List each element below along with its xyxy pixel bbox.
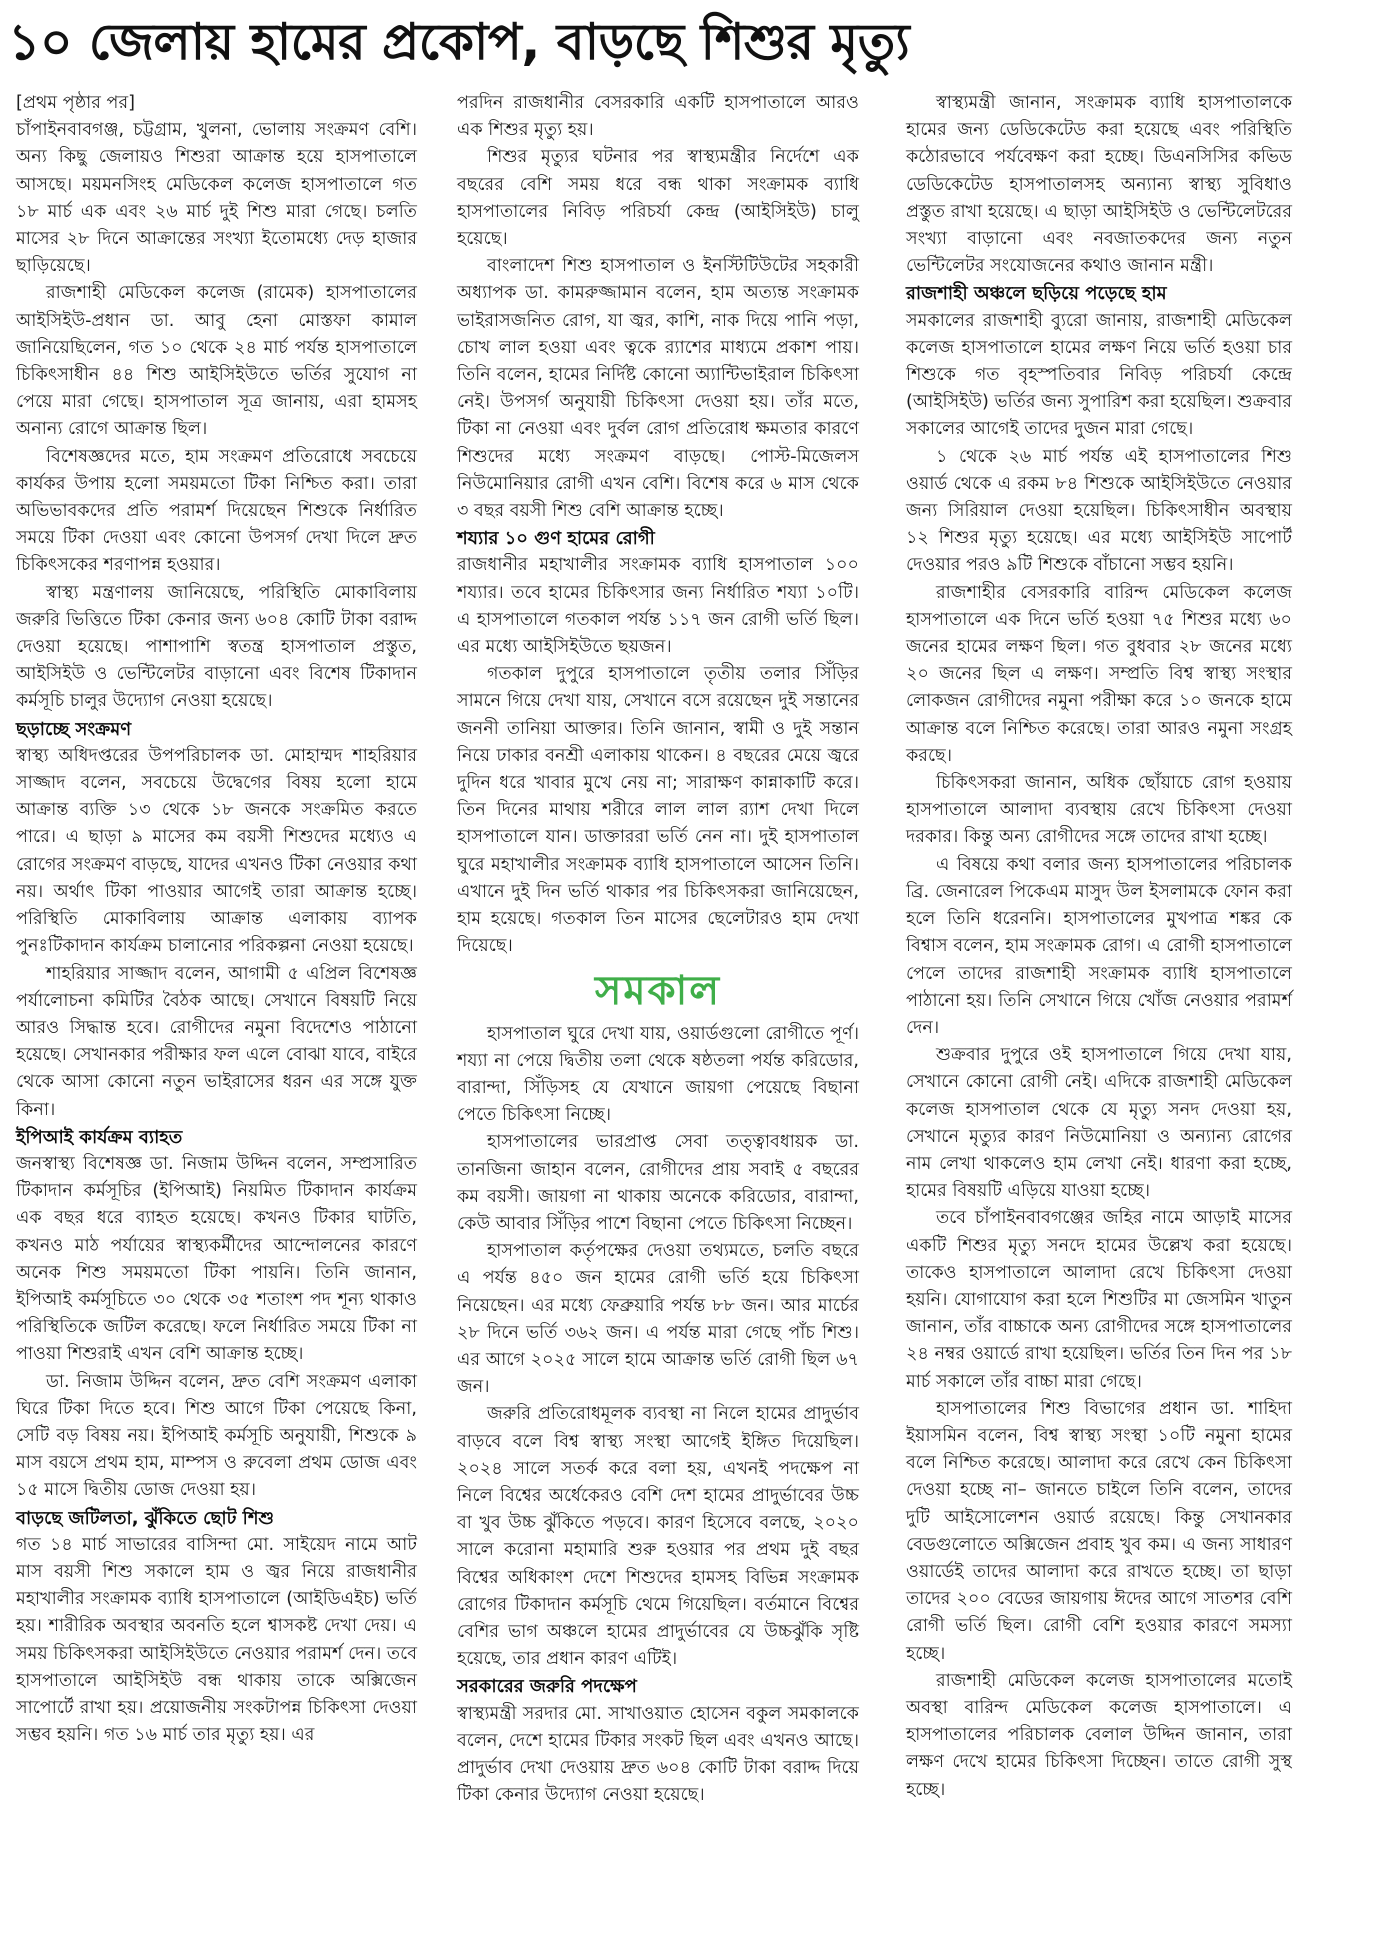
paragraph: রাজশাহী মেডিকেল কলেজ হাসপাতালের মতোই অবস্থা বারিন্দ মেডিকেল কলেজ হাসপাতালে। এ হাসপাতালের পরিচালক বেলাল উদ্দিন জানান, তারা লক্ষণ দেখে হামের চিকিৎসা দিচ্ছেন। তাতে রোগী সুস্থ হচ্ছে। <box>906 1670 1292 1800</box>
paragraph: হাসপাতাল কর্তৃপক্ষের দেওয়া তথ্যমতে, চলতি বছরে এ পর্যন্ত ৪৫০ জন হামের রোগী ভর্তি হয়ে চিকিৎসা নিয়েছেন। এর মধ্যে ফেব্রুয়ারি পর্যন্ত ৮৮ জন। আর মার্চের ২৮ দিনে ভর্তি ৩৬২ জন। এ পর্যন্ত মারা গেছে পাঁচ শিশু। এর আগে ২০২৫ সালে হামে আক্রান্ত ভর্তি রোগী ছিল ৬৭ জন। <box>457 1241 859 1398</box>
newspaper-watermark: সমকাল <box>594 967 722 1014</box>
paragraph: গতকাল দুপুরে হাসপাতালে তৃতীয় তলার সিঁড়ির সামনে গিয়ে দেখা যায়, সেখানে বসে রয়েছেন দুই সন্তানের জননী তানিয়া আক্তার। তিনি জানান, স্বামী ও দুই সন্তান নিয়ে ঢাকার বনশ্রী এলাকায় থাকেন। ৪ বছরের মেয়ে জ্বরে দুদিন ধরে খাবার মুখে নেয় না; সারাক্ষণ কান্নাকাটি করে। তিন দিনের মাথায় শরীরে লাল লাল র‍্যাশ দেখা দিলে হাসপাতালে যান। ডাক্তাররা ভর্তি নেন না। দুই হাসপাতাল ঘুরে মহাখালীর সংক্রামক ব্যাধি হাসপাতালে আসেন তিনি। এখানে দুই দিন ভর্তি থাকার পর চিকিৎসকরা জানিয়েছেন, হাম হয়েছে। গতকাল তিন মাসের ছেলেটারও হাম দেখা দিয়েছে। <box>457 664 859 957</box>
paragraph: তবে চাঁপাইনবাবগঞ্জের জহির নামে আড়াই মাসের একটি শিশুর মৃত্যু সনদে হামের উল্লেখ করা হয়েছে। তাকেও হাসপাতালে আলাদা রেখে চিকিৎসা দেওয়া হয়নি। যোগাযোগ করা হলে শিশুটির মা জেসমিন খাতুন জানান, তাঁর বাচ্চাকে অন্য রোগীদের সঙ্গে হাসপাতালের ২৪ নম্বর ওয়ার্ডে রাখা হয়েছিল। ভর্তির তিন দিন পর ১৮ মার্চ সকালে তাঁর বাচ্চা মারা গেছে। <box>906 1208 1292 1392</box>
section-subheading: শয্যার ১০ গুণ হামের রোগী <box>457 528 655 550</box>
continuation-note: [প্রথম পৃষ্ঠার পর] <box>16 93 136 113</box>
section-subheading: ছড়াচ্ছে সংক্রমণ <box>16 718 132 740</box>
paragraph: জনস্বাস্থ্য বিশেষজ্ঞ ডা. নিজাম উদ্দিন বলেন, সম্প্রসারিত টিকাদান কর্মসূচির (ইপিআই) নিয়মিত টিকাদান কার্যক্রম এক বছর ধরে ব্যাহত হয়েছে। কখনও টিকার ঘাটতি, কখনও মাঠ পর্যায়ের স্বাস্থ্যকর্মীদের আন্দোলনের কারণে অনেক শিশু সময়মতো টিকা পায়নি। তিনি জানান, ইপিআই কর্মসূচিতে ৩০ থেকে ৩৫ শতাংশ পদ শূন্য থাকাও পরিস্থিতিকে জটিল করেছে। ফলে নির্ধারিত সময়ে টিকা না পাওয়া শিশুরাই এখন বেশি আক্রান্ত হচ্ছে। <box>16 1153 417 1365</box>
section-subheading: বাড়ছে জটিলতা, ঝুঁকিতে ছোট শিশু <box>16 1507 274 1529</box>
section-subheading: সরকারের জরুরি পদক্ষেপ <box>457 1676 637 1698</box>
paragraph: হাসপাতাল ঘুরে দেখা যায়, ওয়ার্ডগুলো রোগীতে পূর্ণ। শয্যা না পেয়ে দ্বিতীয় তলা থেকে ষষ্ঠতলা পর্যন্ত করিডোর, বারান্দা, সিঁড়িসহ যে যেখানে জায়গা পেয়েছে বিছানা পেতে চিকিৎসা নিচ্ছে। <box>457 1023 859 1126</box>
article-column-3 <box>906 90 1292 1804</box>
paragraph: হাসপাতালের ভারপ্রাপ্ত সেবা তত্ত্বাবধায়ক ডা. তানজিনা জাহান বলেন, রোগীদের প্রায় সবাই ৫ বছরের কম বয়সী। জায়গা না থাকায় অনেকে করিডোর, বারান্দা, কেউ আবার সিঁড়ির পাশে বিছানা পেতে চিকিৎসা নিচ্ছেন। <box>457 1132 859 1234</box>
paragraph: হাসপাতালের শিশু বিভাগের প্রধান ডা. শাহিদা ইয়াসমিন বলেন, বিশ্ব স্বাস্থ্য সংস্থা ১০টি নমুনা হামের বলে নিশ্চিত করেছে। আলাদা করে রেখে কেন চিকিৎসা দেওয়া হচ্ছে না– জানতে চাইলে তিনি বলেন, তাদের দুটি আইসোলেশন ওয়ার্ড রয়েছে। কিন্তু সেখানকার বেডগুলোতে অক্সিজেন প্রবাহ খুব কম। এ জন্য সাধারণ ওয়ার্ডেই তাদের আলাদা করে রাখতে হচ্ছে। তা ছাড়া তাদের ২০০ বেডের জায়গায় ঈদের আগে সাতশর বেশি রোগী ভর্তি ছিল। রোগী বেশি হওয়ার কারণে সমস্যা হচ্ছে। <box>906 1398 1292 1664</box>
paragraph: চাঁপাইনবাবগঞ্জ, চট্টগ্রাম, খুলনা, ভোলায় সংক্রমণ বেশি। অন্য কিছু জেলায়ও শিশুরা আক্রান্ত হয়ে হাসপাতালে আসছে। ময়মনসিংহ মেডিকেল কলেজ হাসপাতালে গত ১৮ মার্চ এক এবং ২৬ মার্চ দুই শিশু মারা গেছে। চলতি মাসের ২৮ দিনে আক্রান্তের সংখ্যা ইতোমধ্যে দেড় হাজার ছাড়িয়েছে। <box>16 120 417 277</box>
paragraph: স্বাস্থ্য মন্ত্রণালয় জানিয়েছে, পরিস্থিতি মোকাবিলায় জরুরি ভিত্তিতে টিকা কেনার জন্য ৬০৪ কোটি টাকা বরাদ্দ দেওয়া হয়েছে। পাশাপাশি স্বতন্ত্র হাসপাতাল প্রস্তুত, আইসিইউ ও ভেন্টিলেটর বাড়ানো এবং বিশেষ টিকাদান কর্মসূচি চালুর উদ্যোগ নেওয়া হয়েছে। <box>16 582 417 712</box>
paragraph: সমকালের রাজশাহী ব্যুরো জানায়, রাজশাহী মেডিকেল কলেজ হাসপাতালে হামের লক্ষণ নিয়ে ভর্তি হওয়া চার শিশুকে গত বৃহস্পতিবার নিবিড় পরিচর্যা কেন্দ্রে (আইসিইউ) ভর্তির জন্য সুপারিশ করা হয়েছিল। শুক্রবার সকালের আগেই তাদের দুজন মারা গেছে। <box>906 310 1292 440</box>
paragraph: স্বাস্থ্যমন্ত্রী জানান, সংক্রামক ব্যাধি হাসপাতালকে হামের জন্য ডেডিকেটেড করা হয়েছে এবং পরিস্থিতি কঠোরভাবে পর্যবেক্ষণ করা হচ্ছে। ডিএনসিসির কভিড ডেডিকেটেড হাসপাতালসহ অন্যান্য স্বাস্থ্য সুবিধাও প্রস্তুত রাখা হয়েছে। এ ছাড়া আইসিইউ ও ভেন্টিলেটরের সংখ্যা বাড়ানো এবং নবজাতকদের জন্য নতুন ভেন্টিলেটর সংযোজনের কথাও জানান মন্ত্রী। <box>906 93 1292 277</box>
article-headline: ১০ জেলায় হামের প্রকোপ, বাড়ছে শিশুর মৃত্যু <box>8 13 910 71</box>
paragraph: ডা. নিজাম উদ্দিন বলেন, দ্রুত বেশি সংক্রমণ এলাকা ঘিরে টিকা দিতে হবে। শিশু আগে টিকা পেয়েছে কিনা, সেটি বড় বিষয় নয়। ইপিআই কর্মসূচি অনুযায়ী, শিশুকে ৯ মাস বয়সে প্রথম হাম, মাম্পস ও রুবেলা প্রথম ডোজ এবং ১৫ মাসে দ্বিতীয় ডোজ দেওয়া হয়। <box>16 1371 417 1501</box>
paragraph-continued: পরদিন রাজধানীর বেসরকারি একটি হাসপাতালে আরও এক শিশুর মৃত্যু হয়। <box>457 93 859 141</box>
paragraph: রাজশাহী মেডিকেল কলেজ (রামেক) হাসপাতালের আইসিইউ-প্রধান ডা. আবু হেনা মোস্তফা কামাল জানিয়েছিলেন, গত ১০ থেকে ২৪ মার্চ পর্যন্ত হাসপাতালে চিকিৎসাধীন ৪৪ শিশু আইসিইউতে ভর্তির সুযোগ না পেয়ে মারা গেছে। হাসপাতাল সূত্র জানায়, এরা হামসহ অনান্য রোগে আক্রান্ত ছিল। <box>16 283 417 440</box>
paragraph: জরুরি প্রতিরোধমূলক ব্যবস্থা না নিলে হামের প্রাদুর্ভাব বাড়বে বলে বিশ্ব স্বাস্থ্য সংস্থা আগেই ইঙ্গিত দিয়েছিল। ২০২৪ সালে সতর্ক করে বলা হয়, এখনই পদক্ষেপ না নিলে বিশ্বের অর্ধেকেরও বেশি দেশ হামের প্রাদুর্ভাবের উচ্চ বা খুব উচ্চ ঝুঁকিতে পড়বে। কারণ হিসেবে বলছে, ২০২০ সালে করোনা মহামারি শুরু হওয়ার পর প্রথম দুই বছর বিশ্বের অধিকাংশ দেশে শিশুদের হামসহ বিভিন্ন সংক্রামক রোগের টিকাদান কর্মসূচি থেমে গিয়েছিল। বর্তমানে বিশ্বের বেশির ভাগ অঞ্চলে হামের প্রাদুর্ভাবের যে উচ্চঝুঁকি সৃষ্টি হয়েছে, তার প্রধান কারণ এটিই। <box>457 1404 859 1670</box>
paragraph: বাংলাদেশ শিশু হাসপাতাল ও ইনস্টিটিউটের সহকারী অধ্যাপক ডা. কামরুজ্জামান বলেন, হাম অত্যন্ত সংক্রামক ভাইরাসজনিত রোগ, যা জ্বর, কাশি, নাক দিয়ে পানি পড়া, চোখ লাল হওয়া এবং ত্বকে র‍্যাশের মাধ্যমে প্রকাশ পায়। তিনি বলেন, হামের নির্দিষ্ট কোনো অ্যান্টিভাইরাল চিকিৎসা নেই। উপসর্গ অনুযায়ী চিকিৎসা দেওয়া হয়। তাঁর মতে, টিকা না নেওয়া এবং দুর্বল রোগ প্রতিরোধ ক্ষমতার কারণে শিশুদের মধ্যে সংক্রমণ বাড়ছে। পোস্ট-মিজেলস নিউমোনিয়ার রোগী এখন বেশি। বিশেষ করে ৬ মাস থেকে ৩ বছর বয়সী শিশু বেশি আক্রান্ত হচ্ছে। <box>457 256 859 522</box>
section-subheading: রাজশাহী অঞ্চলে ছড়িয়ে পড়েছে হাম <box>906 283 1167 305</box>
paragraph: এ বিষয়ে কথা বলার জন্য হাসপাতালের পরিচালক ব্রি. জেনারেল পিকেএম মাসুদ উল ইসলামকে ফোন করা হলে তিনি ধরেননি। হাসপাতালের মুখপাত্র শঙ্কর কে বিশ্বাস বলেন, হাম সংক্রামক রোগ। এ রোগী হাসপাতালে পেলে তাদের রাজশাহী সংক্রামক ব্যাধি হাসপাতালে পাঠানো হয়। তিনি সেখানে গিয়ে খোঁজ নেওয়ার পরামর্শ দেন। <box>906 854 1292 1038</box>
paragraph: রাজধানীর মহাখালীর সংক্রামক ব্যাধি হাসপাতাল ১০০ শয্যার। তবে হামের চিকিৎসার জন্য নির্ধারিত শয্যা ১০টি। এ হাসপাতালে গতকাল পর্যন্ত ১১৭ জন রোগী ভর্তি ছিল। এর মধ্যে আইসিইউতে ছয়জন। <box>457 555 859 658</box>
paragraph: স্বাস্থ্য অধিদপ্তরের উপপরিচালক ডা. মোহাম্মদ শাহরিয়ার সাজ্জাদ বলেন, সবচেয়ে উদ্বেগের বিষয় হলো হামে আক্রান্ত ব্যক্তি ১৩ থেকে ১৮ জনকে সংক্রমিত করতে পারে। এ ছাড়া ৯ মাসের কম বয়সী শিশুদের মধ্যেও এ রোগের সংক্রমণ বাড়ছে, যাদের এখনও টিকা নেওয়ার কথা নয়। অর্থাৎ টিকা পাওয়ার আগেই তারা আক্রান্ত হচ্ছে। পরিস্থিতি মোকাবিলায় আক্রান্ত এলাকায় ব্যাপক পুনঃটিকাদান কার্যক্রম চালানোর পরিকল্পনা নেওয়া হয়েছে। <box>16 745 417 957</box>
paragraph: ১ থেকে ২৬ মার্চ পর্যন্ত এই হাসপাতালের শিশু ওয়ার্ড থেকে এ রকম ৮৪ শিশুকে আইসিইউতে নেওয়ার জন্য সিরিয়াল দেওয়া হয়েছিল। চিকিৎসাধীন অবস্থায় ১২ শিশুর মৃত্যু হয়েছে। এর মধ্যে আইসিইউ সাপোর্ট দেওয়ার পরও ৯টি শিশুকে বাঁচানো সম্ভব হয়নি। <box>906 446 1292 576</box>
paragraph: শিশুর মৃত্যুর ঘটনার পর স্বাস্থ্যমন্ত্রীর নির্দেশে এক বছরের বেশি সময় ধরে বন্ধ থাকা সংক্রামক ব্যাধি হাসপাতালের নিবিড় পরিচর্যা কেন্দ্র (আইসিইউ) চালু হয়েছে। <box>457 147 859 250</box>
paragraph: শুক্রবার দুপুরে ওই হাসপাতালে গিয়ে দেখা যায়, সেখানে কোনো রোগী নেই। এদিকে রাজশাহী মেডিকেল কলেজ হাসপাতাল থেকে যে মৃত্যু সনদ দেওয়া হয়, সেখানে মৃত্যুর কারণ নিউমোনিয়া ও অন্যান্য রোগের নাম লেখা থাকলেও হাম লেখা নেই। ধারণা করা হচ্ছে, হামের বিষয়টি এড়িয়ে যাওয়া হচ্ছে। <box>906 1045 1292 1202</box>
section-subheading: ইপিআই কার্যক্রম ব্যাহত <box>16 1126 183 1148</box>
paragraph: বিশেষজ্ঞদের মতে, হাম সংক্রমণ প্রতিরোধে সবচেয়ে কার্যকর উপায় হলো সময়মতো টিকা নিশ্চিত করা। তারা অভিভাবকদের প্রতি পরামর্শ দিয়েছেন শিশুকে নির্ধারিত সময়ে টিকা দেওয়া এবং কোনো উপসর্গ দেখা দিলে দ্রুত চিকিৎসকের শরণাপন্ন হওয়ার। <box>16 446 417 576</box>
paragraph: রাজশাহীর বেসরকারি বারিন্দ মেডিকেল কলেজ হাসপাতালে এক দিনে ভর্তি হওয়া ৭৫ শিশুর মধ্যে ৬০ জনের হামের লক্ষণ ছিল। গত বুধবার ২৮ জনের মধ্যে ২০ জনের ছিল এ লক্ষণ। সম্প্রতি বিশ্ব স্বাস্থ্য সংস্থার লোকজন রোগীদের নমুনা পরীক্ষা করে ১০ জনকে হামে আক্রান্ত বলে নিশ্চিত করেছে। তারা আরও নমুনা সংগ্রহ করছে। <box>906 582 1292 766</box>
paragraph: স্বাস্থ্যমন্ত্রী সরদার মো. সাখাওয়াত হোসেন বকুল সমকালকে বলেন, দেশে হামের টিকার সংকট ছিল এবং এখনও আছে। প্রাদুর্ভাব দেখা দেওয়ায় দ্রুত ৬০৪ কোটি টাকা বরাদ্দ দিয়ে টিকা কেনার উদ্যোগ নেওয়া হয়েছে। <box>457 1703 859 1806</box>
paragraph: গত ১৪ মার্চ সাভারের বাসিন্দা মো. সাইয়েদ নামে আট মাস বয়সী শিশু সকালে হাম ও জ্বর নিয়ে রাজধানীর মহাখালীর সংক্রামক ব্যাধি হাসপাতালে (আইডিএইচ) ভর্তি হয়। শারীরিক অবস্থার অবনতি হলে শ্বাসকষ্ট দেখা দেয়। এ সময় চিকিৎসকরা আইসিইউতে নেওয়ার পরামর্শ দেন। তবে হাসপাতালে আইসিইউ বন্ধ থাকায় তাকে অক্সিজেন সাপোর্টে রাখা হয়। প্রয়োজনীয় সংকটাপন্ন চিকিৎসা দেওয়া সম্ভব হয়নি। গত ১৬ মার্চ তার মৃত্যু হয়। এর <box>16 1534 417 1746</box>
paragraph: শাহরিয়ার সাজ্জাদ বলেন, আগামী ৫ এপ্রিল বিশেষজ্ঞ পর্যালোচনা কমিটির বৈঠক আছে। সেখানে বিষয়টি নিয়ে আরও সিদ্ধান্ত হবে। রোগীদের নমুনা বিদেশেও পাঠানো হয়েছে। সেখানকার পরীক্ষার ফল এলে বোঝা যাবে, বাইরে থেকে আসা কোনো নতুন ভাইরাসের ধরন এর সঙ্গে যুক্ত কিনা। <box>16 963 417 1120</box>
paragraph: চিকিৎসকরা জানান, অধিক ছোঁয়াচে রোগ হওয়ায় হাসপাতালে আলাদা ব্যবস্থায় রেখে চিকিৎসা দেওয়া দরকার। কিন্তু অন্য রোগীদের সঙ্গে তাদের রাখা হচ্ছে। <box>906 773 1292 848</box>
article-column-1 <box>16 90 417 1749</box>
article-column-2 <box>457 90 859 1809</box>
